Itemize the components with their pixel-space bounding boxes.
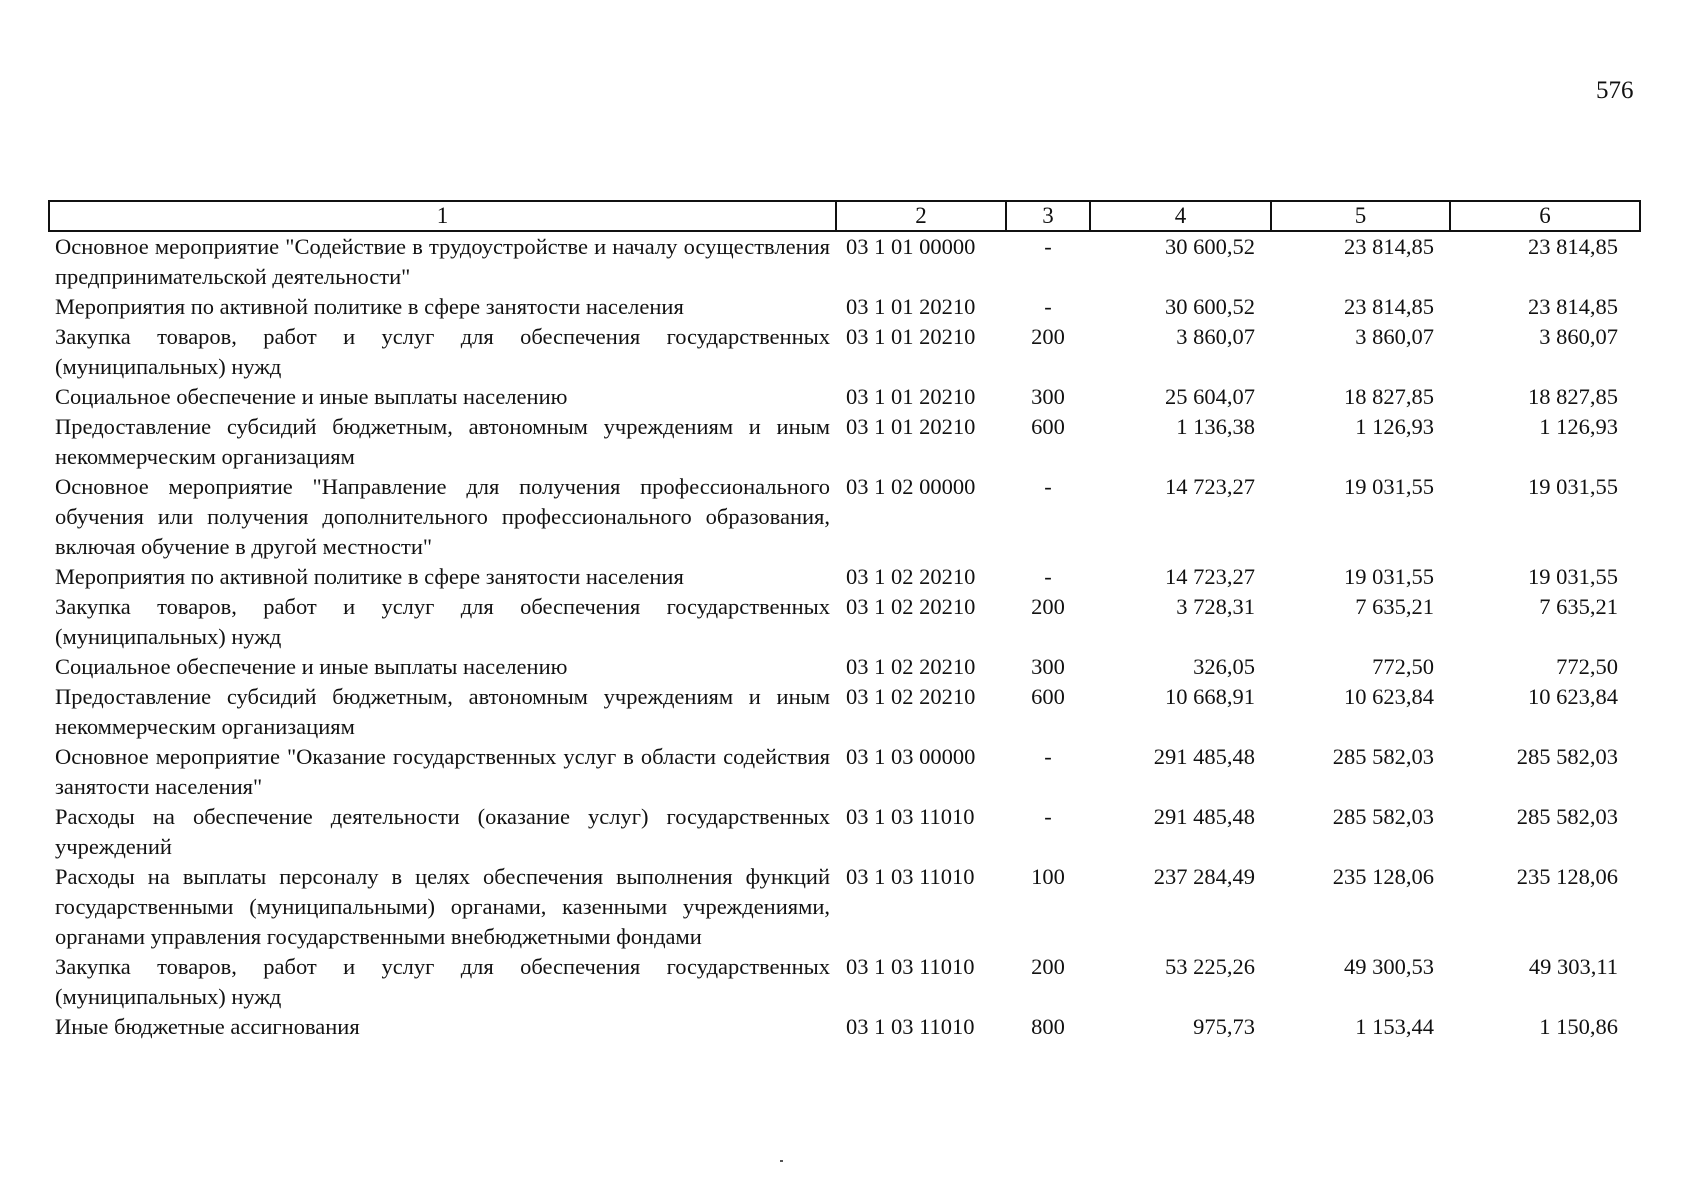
table-row (49, 862, 1640, 952)
row-value-5-cell: 1 126,93 (1355, 414, 1434, 439)
row-value-6-cell: 49 303,11 (1528, 954, 1618, 979)
column-header-5: 5 (1271, 201, 1450, 231)
row-value-5-cell: 285 582,03 (1332, 804, 1434, 829)
table-row (49, 562, 1640, 592)
row-code-cell: 03 1 03 11010 (846, 804, 975, 829)
row-value-6-cell: 1 150,86 (1539, 1014, 1618, 1039)
column-header-3: 3 (1006, 201, 1090, 231)
row-value-4-cell: 25 604,07 (1165, 384, 1255, 409)
row-expense-type-cell: 300 (1031, 384, 1065, 409)
row-value-4-cell: 291 485,48 (1153, 744, 1255, 769)
row-name-cell: Основное мероприятие "Содействие в трудоустройстве и началу осуществления предпринимательской деятельности" (55, 234, 830, 289)
row-code-cell: 03 1 01 20210 (846, 324, 976, 349)
row-expense-type-cell: - (1044, 294, 1052, 319)
row-value-4-cell: 291 485,48 (1153, 804, 1255, 829)
row-expense-type-cell: 800 (1031, 1014, 1065, 1039)
row-code-cell: 03 1 02 20210 (846, 654, 976, 679)
row-value-5-cell: 19 031,55 (1344, 564, 1434, 589)
row-name-cell: Предоставление субсидий бюджетным, автономным учреждениям и иным некоммерческим организациям (55, 684, 830, 739)
row-value-6-cell: 235 128,06 (1516, 864, 1618, 889)
row-value-6-cell: 18 827,85 (1528, 384, 1618, 409)
row-code-cell: 03 1 02 20210 (846, 684, 976, 709)
row-code-cell: 03 1 03 00000 (846, 744, 976, 769)
row-value-5-cell: 1 153,44 (1355, 1014, 1434, 1039)
table-row (49, 1012, 1640, 1042)
row-value-5-cell: 3 860,07 (1355, 324, 1434, 349)
row-value-4-cell: 14 723,27 (1165, 564, 1255, 589)
row-value-4-cell: 53 225,26 (1165, 954, 1255, 979)
column-header-4: 4 (1090, 201, 1271, 231)
table-row (49, 412, 1640, 472)
row-value-4-cell: 30 600,52 (1165, 294, 1255, 319)
row-name-cell: Закупка товаров, работ и услуг для обеспечения государственных (муниципальных) нужд (55, 324, 830, 379)
row-code-cell: 03 1 03 11010 (846, 864, 975, 889)
header-row (49, 201, 1640, 231)
row-expense-type-cell: 200 (1031, 954, 1065, 979)
row-value-4-cell: 326,05 (1193, 654, 1255, 679)
row-name-cell: Предоставление субсидий бюджетным, автономным учреждениям и иным некоммерческим организациям (55, 414, 830, 469)
row-value-6-cell: 19 031,55 (1528, 474, 1618, 499)
row-value-6-cell: 772,50 (1556, 654, 1618, 679)
row-expense-type-cell: 600 (1031, 414, 1065, 439)
row-value-6-cell: 7 635,21 (1539, 594, 1618, 619)
table-body (49, 231, 1640, 1042)
row-name-cell: Расходы на выплаты персоналу в целях обеспечения выполнения функций государственными (муниципальными) органами, казенными учреждениями, органами управления государственными внебюджетными фондами (55, 864, 830, 949)
table-row (49, 322, 1640, 382)
row-value-4-cell: 30 600,52 (1165, 234, 1255, 259)
row-name-cell: Закупка товаров, работ и услуг для обеспечения государственных (муниципальных) нужд (55, 954, 830, 1009)
row-code-cell: 03 1 02 20210 (846, 594, 976, 619)
row-code-cell: 03 1 01 00000 (846, 234, 976, 259)
row-name-cell: Мероприятия по активной политике в сфере занятости населения (55, 294, 684, 319)
row-value-6-cell: 19 031,55 (1528, 564, 1618, 589)
table-row (49, 382, 1640, 412)
column-header-6: 6 (1450, 201, 1640, 231)
row-code-cell: 03 1 01 20210 (846, 294, 976, 319)
row-name-cell: Иные бюджетные ассигнования (55, 1014, 360, 1039)
row-value-6-cell: 23 814,85 (1528, 294, 1618, 319)
table-row (49, 592, 1640, 652)
row-expense-type-cell: 100 (1031, 864, 1065, 889)
row-value-5-cell: 285 582,03 (1332, 744, 1434, 769)
row-value-4-cell: 10 668,91 (1165, 684, 1255, 709)
row-value-6-cell: 285 582,03 (1516, 804, 1618, 829)
row-expense-type-cell: - (1044, 474, 1052, 499)
row-value-4-cell: 3 728,31 (1176, 594, 1255, 619)
table-row (49, 742, 1640, 802)
table-row (49, 231, 1640, 292)
table-row (49, 952, 1640, 1012)
table-row (49, 802, 1640, 862)
row-code-cell: 03 1 02 00000 (846, 474, 976, 499)
table-row (49, 652, 1640, 682)
column-header-2: 2 (836, 201, 1006, 231)
row-value-6-cell: 3 860,07 (1539, 324, 1618, 349)
row-value-5-cell: 7 635,21 (1355, 594, 1434, 619)
row-value-5-cell: 23 814,85 (1344, 294, 1434, 319)
row-expense-type-cell: - (1044, 744, 1052, 769)
row-name-cell: Социальное обеспечение и иные выплаты населению (55, 384, 568, 409)
row-value-4-cell: 3 860,07 (1176, 324, 1255, 349)
row-value-6-cell: 285 582,03 (1516, 744, 1618, 769)
row-code-cell: 03 1 03 11010 (846, 954, 975, 979)
row-expense-type-cell: - (1044, 234, 1052, 259)
row-name-cell: Основное мероприятие "Оказание государственных услуг в области содействия занятости населения" (55, 744, 830, 799)
row-expense-type-cell: 200 (1031, 324, 1065, 349)
row-expense-type-cell: 300 (1031, 654, 1065, 679)
row-expense-type-cell: 600 (1031, 684, 1065, 709)
table-header (49, 201, 1640, 231)
row-name-cell: Закупка товаров, работ и услуг для обеспечения государственных (муниципальных) нужд (55, 594, 830, 649)
row-code-cell: 03 1 01 20210 (846, 414, 976, 439)
row-value-5-cell: 18 827,85 (1344, 384, 1434, 409)
budget-table (48, 200, 1641, 1042)
row-value-4-cell: 975,73 (1193, 1014, 1255, 1039)
row-value-6-cell: 1 126,93 (1539, 414, 1618, 439)
row-value-4-cell: 14 723,27 (1165, 474, 1255, 499)
row-value-6-cell: 10 623,84 (1528, 684, 1618, 709)
row-code-cell: 03 1 01 20210 (846, 384, 976, 409)
table-row (49, 682, 1640, 742)
row-name-cell: Социальное обеспечение и иные выплаты населению (55, 654, 568, 679)
row-expense-type-cell: - (1044, 804, 1052, 829)
row-expense-type-cell: - (1044, 564, 1052, 589)
row-code-cell: 03 1 03 11010 (846, 1014, 975, 1039)
table-row (49, 472, 1640, 562)
row-value-5-cell: 772,50 (1372, 654, 1434, 679)
table-row (49, 292, 1640, 322)
page-number: 576 (1596, 77, 1634, 104)
row-value-5-cell: 235 128,06 (1332, 864, 1434, 889)
row-value-5-cell: 23 814,85 (1344, 234, 1434, 259)
row-name-cell: Расходы на обеспечение деятельности (оказание услуг) государственных учреждений (55, 804, 830, 859)
row-value-5-cell: 19 031,55 (1344, 474, 1434, 499)
row-value-5-cell: 10 623,84 (1344, 684, 1434, 709)
row-value-5-cell: 49 300,53 (1344, 954, 1434, 979)
row-value-4-cell: 237 284,49 (1153, 864, 1255, 889)
row-expense-type-cell: 200 (1031, 594, 1065, 619)
row-value-6-cell: 23 814,85 (1528, 234, 1618, 259)
column-header-1: 1 (49, 201, 836, 231)
row-value-4-cell: 1 136,38 (1176, 414, 1255, 439)
scan-speck (780, 1160, 783, 1162)
row-name-cell: Основное мероприятие "Направление для получения профессионального обучения или получения дополнительного профессионального образования, включая обучение в другой местности" (55, 474, 830, 559)
row-name-cell: Мероприятия по активной политике в сфере занятости населения (55, 564, 684, 589)
row-code-cell: 03 1 02 20210 (846, 564, 976, 589)
